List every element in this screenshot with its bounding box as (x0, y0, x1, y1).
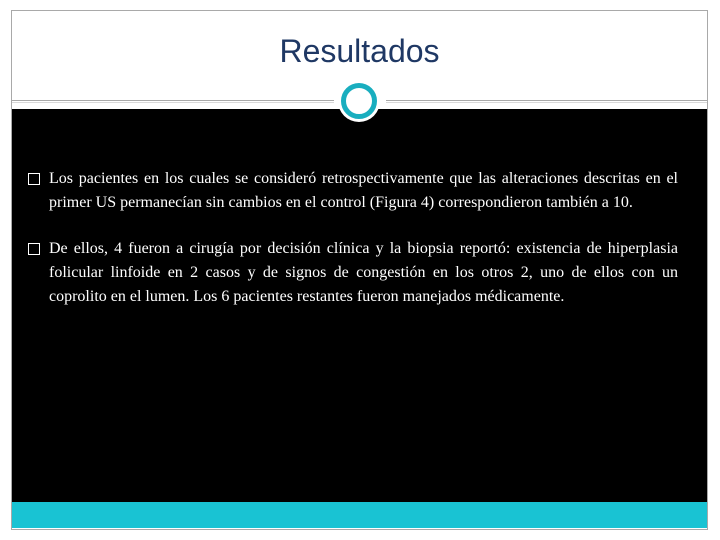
title-divider-left (12, 100, 334, 101)
bullet-text: De ellos, 4 fueron a cirugía por decisión clínica y la biopsia reportó: existencia de hiperplasia folicular linfoide en 2 casos y de signos de congestión en los otros 2, uno de ellos con un coprolito en el lumen. Los 6 pacientes restantes fueron manejados médicamente. (49, 240, 678, 305)
hollow-square-bullet-icon (28, 173, 40, 185)
title-divider-shadow-left (12, 102, 334, 103)
bullet-item (28, 237, 678, 309)
circle-ring-icon (341, 83, 377, 119)
bullet-item (28, 167, 678, 215)
bullet-text: Los pacientes en los cuales se consideró retrospectivamente que las alteraciones descritas en el primer US permanecían sin cambios en el control (Figura 4) correspondieron también a 10. (49, 170, 678, 211)
title-divider-shadow-right (386, 102, 707, 103)
hollow-square-bullet-icon (28, 243, 40, 255)
accent-bar (12, 502, 707, 528)
slide-title: Resultados (279, 33, 440, 69)
title-divider-right (386, 100, 707, 101)
bullet-list (28, 167, 678, 331)
